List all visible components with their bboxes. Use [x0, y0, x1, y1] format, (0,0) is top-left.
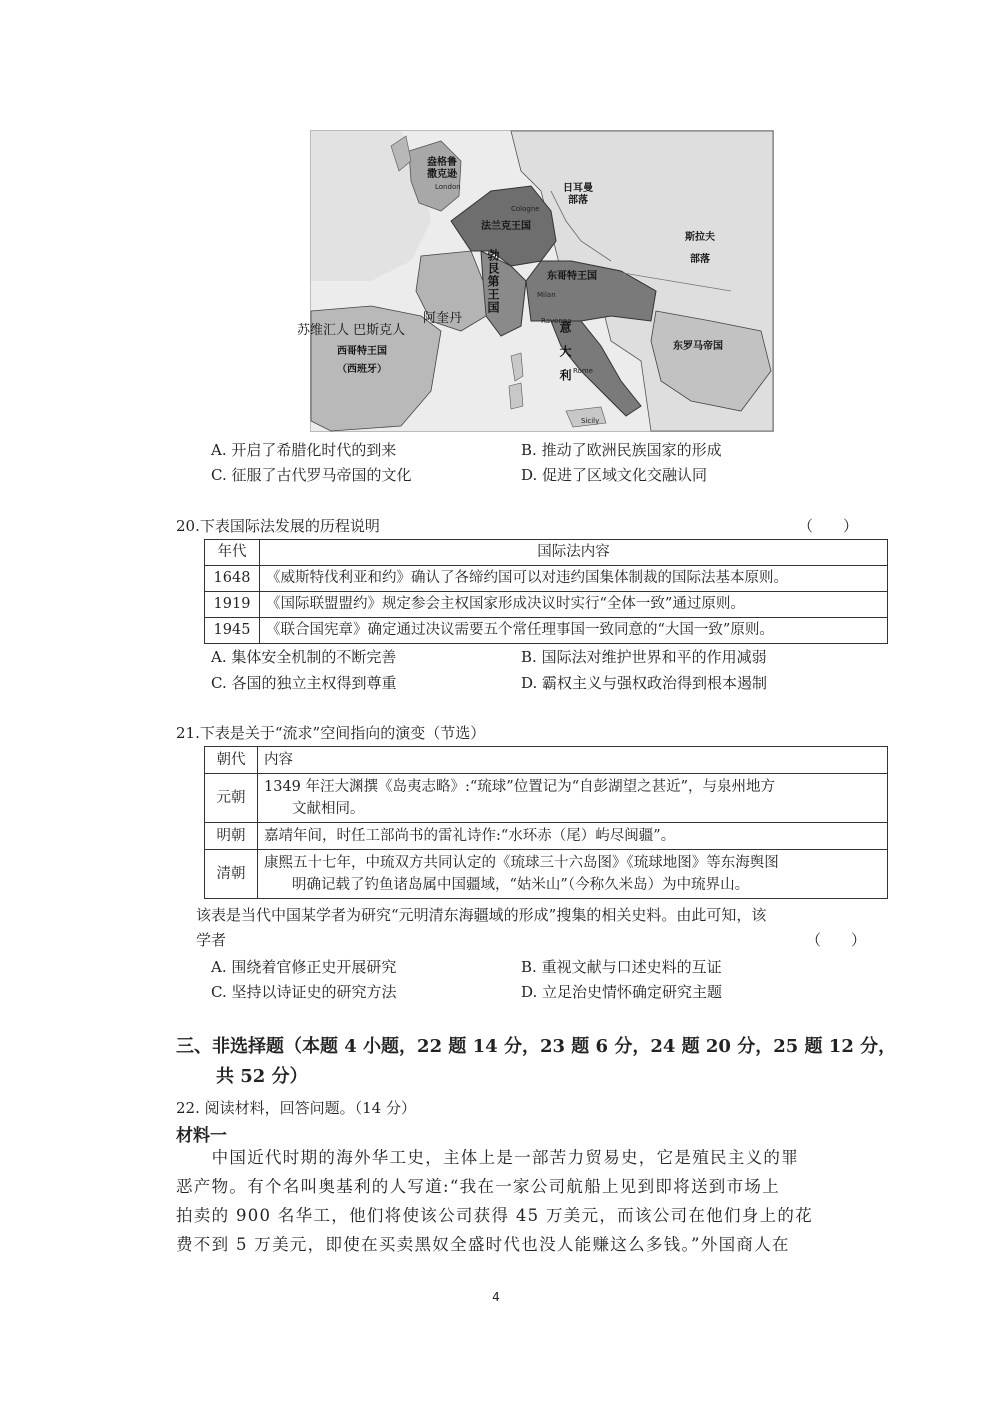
q20-option-b: B. 国际法对维护世界和平的作用减弱 — [521, 648, 767, 666]
map-label-italy: 意大利 — [558, 321, 572, 393]
q20-answer-paren: （ ） — [798, 517, 859, 535]
table-row — [205, 566, 888, 592]
table-header-row — [205, 747, 888, 774]
table-row — [205, 618, 888, 644]
map-label-london: London — [435, 183, 461, 191]
map-drawing — [311, 131, 773, 431]
q21-answer-paren: （ ） — [806, 931, 867, 949]
q21-option-a: A. 围绕着官修正史开展研究 — [211, 958, 397, 976]
q19-option-a: A. 开启了希腊化时代的到来 — [211, 441, 397, 459]
table-cell-content: 1349 年汪大渊撰《岛夷志略》:“琉球”位置记为“自彭湖望之甚近”，与泉州地方 文献相同。 — [258, 774, 888, 823]
q19-option-c: C. 征服了古代罗马帝国的文化 — [211, 466, 412, 484]
material-line: 恶产物。有个名叫奥基利的人写道:“我在一家公司航船上见到即将送到市场上 — [176, 1177, 780, 1196]
table-cell-dynasty: 明朝 — [205, 823, 258, 850]
q21-stem: 21.下表是关于“流求”空间指向的演变（节选） — [176, 724, 486, 742]
q21-option-b: B. 重视文献与口述史料的互证 — [521, 958, 722, 976]
q19-option-b: B. 推动了欧洲民族国家的形成 — [521, 441, 722, 459]
map-label-milan: Milan — [537, 291, 556, 299]
q20-table — [204, 539, 888, 644]
table-cell-dynasty: 元朝 — [205, 774, 258, 823]
table-header-dynasty: 朝代 — [205, 747, 258, 774]
map-label-rome: Rome — [573, 367, 593, 375]
q20-option-c: C. 各国的独立主权得到尊重 — [211, 674, 397, 692]
q22-stem: 22. 阅读材料，回答问题。（14 分） — [176, 1099, 416, 1117]
material-line: 拍卖的 900 名华工，他们将使该公司获得 45 万美元，而该公司在他们身上的花 — [176, 1206, 813, 1225]
section-title-cont: 共 52 分） — [216, 1066, 308, 1087]
map-label-frankish: 法兰克王国 — [481, 221, 531, 232]
q21-option-d: D. 立足治史情怀确定研究主题 — [521, 983, 723, 1001]
map-label-burgundian: 勃艮第王国 — [486, 249, 500, 314]
table-cell-content: 《威斯特伐利亚和约》确认了各缔约国可以对违约国集体制裁的国际法基本原则。 — [260, 566, 888, 592]
table-cell-dynasty: 清朝 — [205, 850, 258, 899]
table-header-year: 年代 — [205, 540, 260, 566]
table-header-row — [205, 540, 888, 566]
map-label-germanic: 日耳曼 部落 — [563, 183, 593, 206]
table-cell-content: 《联合国宪章》确定通过决议需要五个常任理事国一致同意的“大国一致”原则。 — [260, 618, 888, 644]
q20-option-a: A. 集体安全机制的不断完善 — [211, 648, 397, 666]
map-label-cologne: Cologne — [511, 205, 540, 213]
table-cell-year: 1945 — [205, 618, 260, 644]
material-title: 材料一 — [176, 1126, 227, 1146]
q19-option-d: D. 促进了区域文化交融认同 — [521, 466, 708, 484]
map-label-aquitaine: 阿奎丹 — [423, 311, 463, 326]
q20-option-d: D. 霸权主义与强权政治得到根本遏制 — [521, 674, 768, 692]
map-label-anglo-saxon: 盎格鲁 撒克逊 — [427, 157, 457, 180]
table-cell-year: 1919 — [205, 592, 260, 618]
table-header-content: 国际法内容 — [260, 540, 888, 566]
q21-after-text-2: 学者 — [196, 931, 227, 949]
section-title: 三、非选择题（本题 4 小题，22 题 14 分，23 题 6 分，24 题 20 分，25 题 12 分， — [176, 1036, 897, 1057]
table-row — [205, 850, 888, 899]
map-label-visigoth: 西哥特王国 （西班牙） — [337, 346, 387, 375]
europe-map — [297, 130, 774, 432]
table-row — [205, 592, 888, 618]
map-label-ravenna: Ravenna — [541, 317, 572, 325]
table-row — [205, 774, 888, 823]
map-label-eastern-rome: 东罗马帝国 — [673, 341, 723, 352]
table-header-content: 内容 — [258, 747, 888, 774]
map-label-ostrogoth: 东哥特王国 — [547, 271, 597, 282]
map-label-suevi-basque: 苏维汇人 巴斯克人 — [297, 323, 406, 338]
table-row — [205, 823, 888, 850]
q21-table — [204, 746, 888, 899]
table-cell-content: 嘉靖年间，时任工部尚书的雷礼诗作:“水环赤（尾）屿尽闽疆”。 — [258, 823, 888, 850]
q21-after-text-1: 该表是当代中国某学者为研究“元明清东海疆域的形成”搜集的相关史料。由此可知，该 — [196, 906, 767, 924]
page-number: 4 — [492, 1290, 500, 1304]
table-cell-content: 《国际联盟盟约》规定参会主权国家形成决议时实行“全体一致”通过原则。 — [260, 592, 888, 618]
table-cell-year: 1648 — [205, 566, 260, 592]
table-cell-content: 康熙五十七年，中琉双方共同认定的《琉球三十六岛图》《琉球地图》等东海舆图 明确记载了钓鱼诸岛属中国疆域，“姑米山”（今称久米岛）为中琉界山。 — [258, 850, 888, 899]
material-line: 费不到 5 万美元，即使在买卖黑奴全盛时代也没人能赚这么多钱。”外国商人在 — [176, 1235, 790, 1254]
material-line: 中国近代时期的海外华工史，主体上是一部苦力贸易史，它是殖民主义的罪 — [176, 1148, 799, 1167]
map-label-slav: 斯拉夫 部落 — [685, 232, 715, 265]
q21-option-c: C. 坚持以诗证史的研究方法 — [211, 983, 397, 1001]
map-label-sicily: Sicily — [581, 417, 600, 425]
q20-stem: 20.下表国际法发展的历程说明 — [176, 517, 380, 535]
